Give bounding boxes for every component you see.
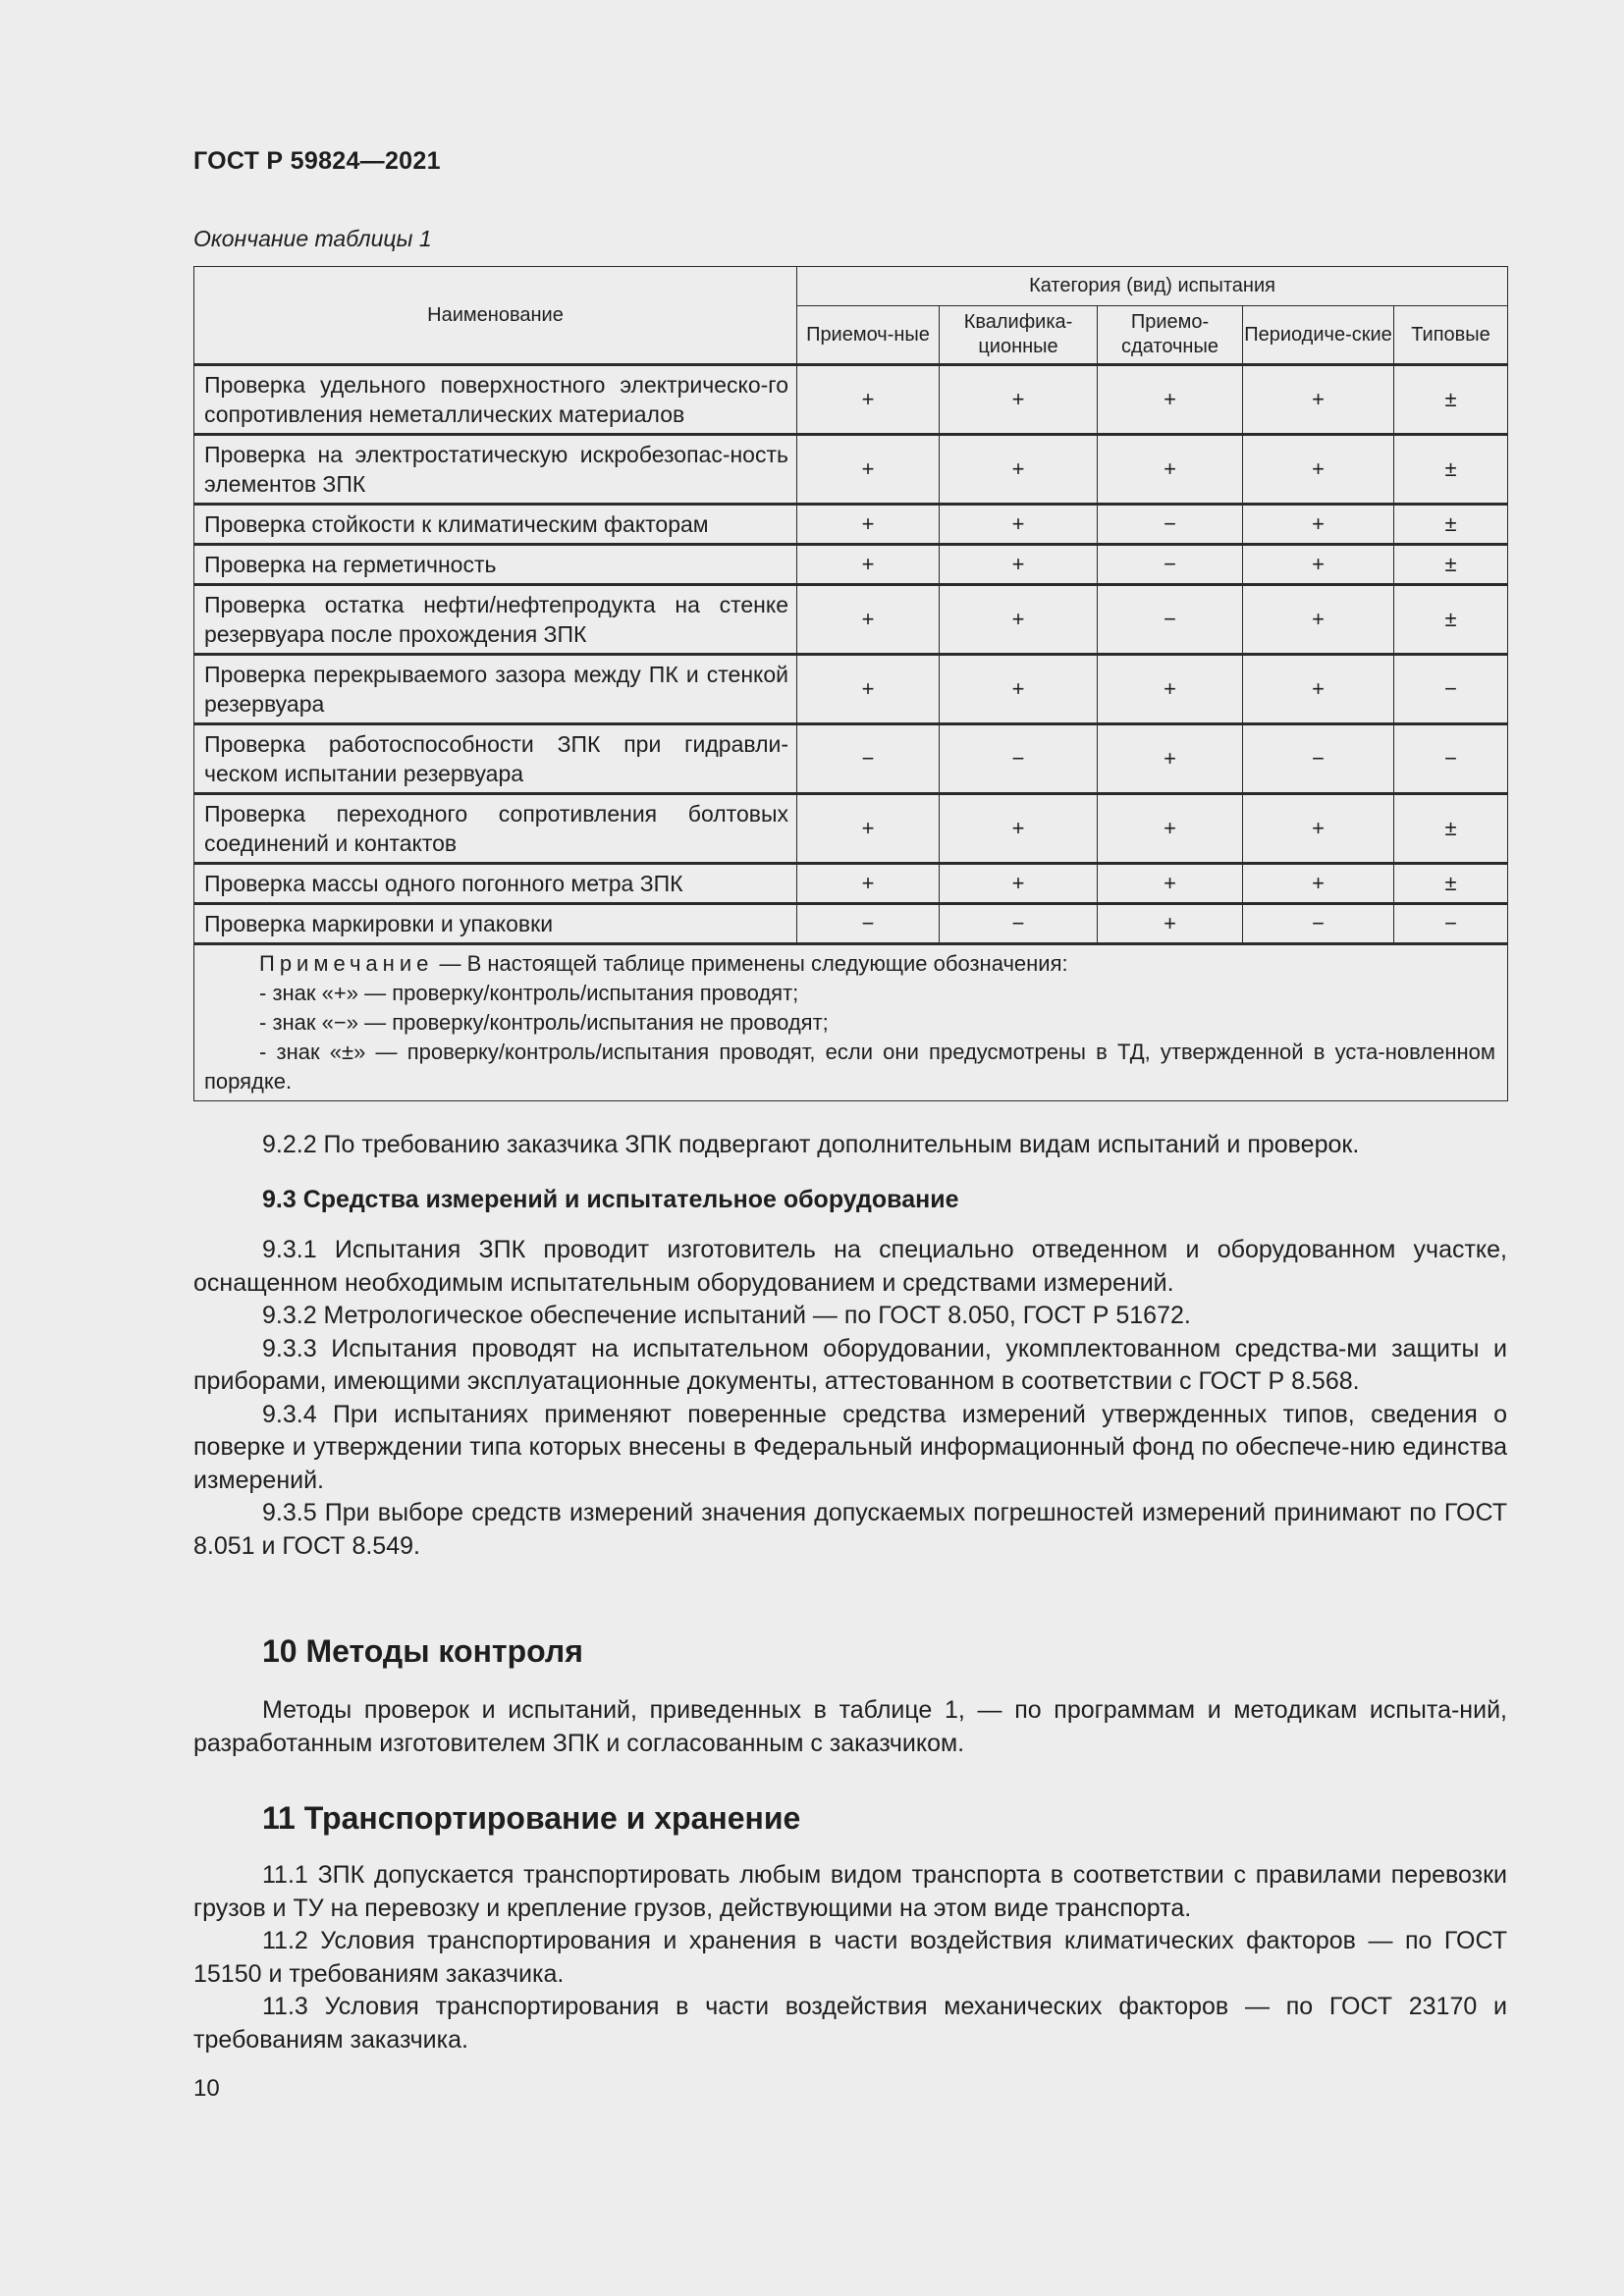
table-row: [194, 545, 1508, 585]
note-intro-line: [204, 949, 1495, 979]
row-mark: ±: [1394, 365, 1508, 435]
note-intro: — В настоящей таблице применены следующие обозначения:: [433, 951, 1068, 976]
note-item: - знак «−» — проверку/контроль/испытания не проводят;: [259, 1010, 829, 1035]
section-10-body: [193, 1694, 1507, 1760]
section-9-3-body: [193, 1234, 1507, 1563]
paragraph: 9.3.5 При выборе средств измерений значения допускаемых погрешностей измерений принимают по ГОСТ 8.051 и ГОСТ 8.549.: [193, 1499, 1507, 1560]
table-row: [194, 904, 1508, 944]
row-mark: +: [940, 505, 1098, 545]
row-mark: −: [797, 904, 940, 944]
paragraph: 11.2 Условия транспортирования и хранения в части воздействия климатических факторов — по ГОСТ 15150 и требованиям заказчика.: [193, 1927, 1507, 1988]
note-item: - знак «+» — проверку/контроль/испытания проводят;: [259, 981, 799, 1005]
note-item: - знак «±» — проверку/контроль/испытания проводят, если они предусмотрены в ТД, утвержденной в уста-новленном порядке.: [204, 1040, 1496, 1094]
paragraph: 9.3.3 Испытания проводят на испытательном оборудовании, укомплектованном средства-ми защиты и приборами, имеющими эксплуатационные документы, аттестованном в соответствии с ГОСТ Р 8.568.: [193, 1334, 1507, 1395]
row-mark: +: [797, 864, 940, 904]
row-mark: +: [1243, 545, 1394, 585]
row-mark: +: [797, 655, 940, 724]
column-header: Приемо-сдаточные: [1098, 306, 1243, 365]
row-mark: +: [797, 794, 940, 864]
note-label: Примечание: [259, 951, 434, 976]
row-mark: +: [1243, 505, 1394, 545]
row-name: Проверка стойкости к климатическим факторам: [194, 505, 797, 545]
row-mark: +: [1098, 864, 1243, 904]
row-mark: +: [940, 794, 1098, 864]
row-mark: −: [1098, 585, 1243, 655]
column-header: Приемоч-ные: [797, 306, 940, 365]
row-mark: +: [1098, 724, 1243, 794]
column-header: Типовые: [1394, 306, 1508, 365]
paragraph: 9.3.4 При испытаниях применяют поверенные средства измерений утвержденных типов, сведения о поверке и утверждении типа которых внесены в Федеральный информационный фонд по обеспече-нию единства измерений.: [193, 1400, 1507, 1494]
row-mark: −: [1394, 724, 1508, 794]
row-mark: +: [797, 365, 940, 435]
row-mark: ±: [1394, 864, 1508, 904]
paragraph: 9.3.1 Испытания ЗПК проводит изготовитель на специально отведенном и оборудованном участке, оснащенном необходимым испытательным оборудованием и средствами измерений.: [193, 1236, 1507, 1297]
document-header: ГОСТ Р 59824—2021: [193, 147, 441, 175]
row-mark: +: [1098, 365, 1243, 435]
row-name: Проверка массы одного погонного метра ЗПК: [194, 864, 797, 904]
row-mark: +: [797, 435, 940, 505]
row-mark: +: [940, 365, 1098, 435]
row-mark: −: [940, 724, 1098, 794]
row-mark: +: [1098, 794, 1243, 864]
row-mark: +: [797, 505, 940, 545]
row-mark: −: [1243, 904, 1394, 944]
row-mark: +: [940, 585, 1098, 655]
paragraph: 11.1 ЗПК допускается транспортировать любым видом транспорта в соответствии с правилами перевозки грузов и ТУ на перевозку и крепление грузов, действующими на этом виде транспорта.: [193, 1861, 1507, 1922]
row-name: Проверка маркировки и упаковки: [194, 904, 797, 944]
row-name: Проверка работоспособности ЗПК при гидравли-ческом испытании резервуара: [194, 724, 797, 794]
table-row: [194, 365, 1508, 435]
row-name: Проверка удельного поверхностного электрическо-го сопротивления неметаллических материалов: [194, 365, 797, 435]
section-11-heading: 11 Транспортирование и хранение: [262, 1800, 801, 1836]
paragraph: 9.2.2 По требованию заказчика ЗПК подвергают дополнительным видам испытаний и проверок.: [262, 1131, 1360, 1158]
table-row: [194, 794, 1508, 864]
row-mark: +: [1098, 655, 1243, 724]
row-mark: ±: [1394, 794, 1508, 864]
row-mark: +: [1243, 655, 1394, 724]
row-mark: +: [940, 655, 1098, 724]
row-mark: +: [1098, 435, 1243, 505]
row-mark: +: [797, 585, 940, 655]
row-mark: +: [797, 545, 940, 585]
section-9-3-heading: 9.3 Средства измерений и испытательное оборудование: [262, 1186, 959, 1213]
row-mark: +: [940, 435, 1098, 505]
row-name: Проверка перекрываемого зазора между ПК и стенкой резервуара: [194, 655, 797, 724]
row-mark: −: [940, 904, 1098, 944]
row-mark: −: [1394, 655, 1508, 724]
table-row: [194, 435, 1508, 505]
row-name: Проверка на герметичность: [194, 545, 797, 585]
section-10-heading: 10 Методы контроля: [262, 1633, 583, 1669]
row-mark: −: [1243, 724, 1394, 794]
category-group-header: Категория (вид) испытания: [797, 267, 1508, 306]
row-mark: −: [1394, 904, 1508, 944]
section-9-2-2: [193, 1129, 1507, 1162]
table-row: [194, 864, 1508, 904]
table-caption: Окончание таблицы 1: [193, 226, 432, 251]
table-row: [194, 655, 1508, 724]
row-mark: +: [1243, 435, 1394, 505]
row-mark: −: [1098, 545, 1243, 585]
row-mark: −: [797, 724, 940, 794]
paragraph: Методы проверок и испытаний, приведенных в таблице 1, — по программам и методикам испыта-ний, разработанным изготовителем ЗПК и согласованным с заказчиком.: [193, 1696, 1507, 1757]
table-row: [194, 585, 1508, 655]
row-mark: ±: [1394, 585, 1508, 655]
name-column-header: Наименование: [194, 267, 797, 365]
paragraph: 9.3.2 Метрологическое обеспечение испытаний — по ГОСТ 8.050, ГОСТ Р 51672.: [262, 1302, 1191, 1329]
row-mark: ±: [1394, 545, 1508, 585]
row-mark: +: [1243, 794, 1394, 864]
table-row: [194, 724, 1508, 794]
table-note: [194, 944, 1508, 1101]
page-number: 10: [193, 2075, 220, 2102]
row-mark: ±: [1394, 435, 1508, 505]
row-mark: −: [1098, 505, 1243, 545]
row-mark: ±: [1394, 505, 1508, 545]
test-categories-table: [193, 266, 1508, 1101]
row-mark: +: [1243, 585, 1394, 655]
table-row: [194, 505, 1508, 545]
section-11-body: [193, 1859, 1507, 2056]
row-mark: +: [1098, 904, 1243, 944]
row-mark: +: [1243, 365, 1394, 435]
row-name: Проверка остатка нефти/нефтепродукта на стенке резервуара после прохождения ЗПК: [194, 585, 797, 655]
row-name: Проверка переходного сопротивления болтовых соединений и контактов: [194, 794, 797, 864]
column-header: Периодиче-ские: [1243, 306, 1394, 365]
row-mark: +: [1243, 864, 1394, 904]
row-mark: +: [940, 545, 1098, 585]
paragraph: 11.3 Условия транспортирования в части воздействия механических факторов — по ГОСТ 23170 и требованиям заказчика.: [193, 1993, 1507, 2054]
column-header: Квалифика-ционные: [940, 306, 1098, 365]
table-note-row: [194, 944, 1508, 1101]
row-mark: +: [940, 864, 1098, 904]
row-name: Проверка на электростатическую искробезопас-ность элементов ЗПК: [194, 435, 797, 505]
